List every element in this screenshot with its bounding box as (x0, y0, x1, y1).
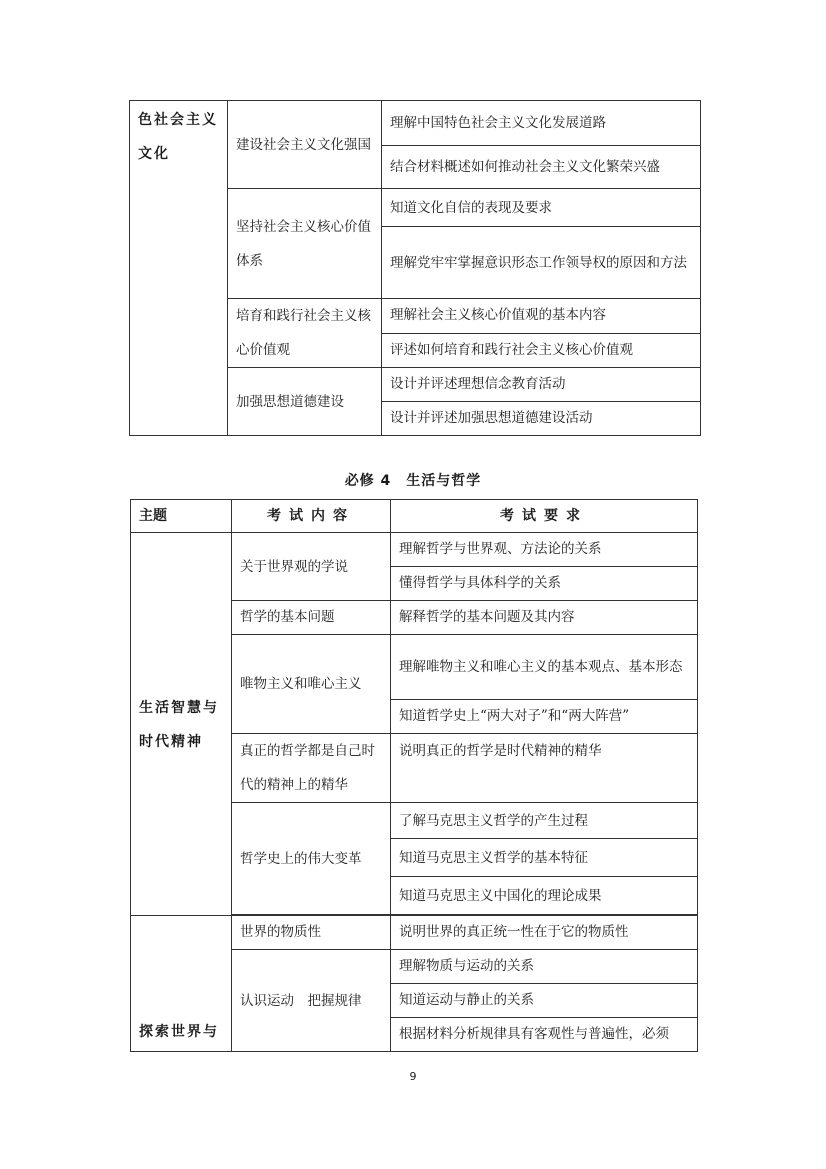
requirement-cell: 知道文化自信的表现及要求 (382, 189, 701, 227)
theme-cell: 探索世界与 (131, 916, 232, 1052)
requirement-cell: 理解中国特色社会主义文化发展道路 (382, 101, 701, 146)
topic-cell: 关于世界观的学说 (232, 533, 391, 601)
topic-cell: 建设社会主义文化强国 (228, 101, 382, 189)
requirement-cell: 理解物质与运动的关系 (391, 950, 698, 984)
requirement-cell: 说明世界的真正统一性在于它的物质性 (391, 916, 698, 950)
requirement-cell: 理解唯物主义和唯心主义的基本观点、基本形态 (391, 635, 698, 700)
theme-cell: 色社会主义文化 (130, 101, 228, 436)
requirement-cell: 知道运动与静止的关系 (391, 984, 698, 1018)
topic-cell: 唯物主义和唯心主义 (232, 635, 391, 734)
requirement-cell: 结合材料概述如何推动社会主义文化繁荣兴盛 (382, 146, 701, 189)
requirement-cell: 了解马克思主义哲学的产生过程 (391, 803, 698, 839)
header-requirement: 考试要求 (391, 500, 698, 533)
header-theme: 主题 (131, 500, 232, 533)
section-title: 必修 4 生活与哲学 (344, 473, 482, 489)
topic-cell: 认识运动 把握规律 (232, 950, 391, 1052)
requirement-cell: 理解社会主义核心价值观的基本内容 (382, 299, 701, 334)
topic-cell: 加强思想道德建设 (228, 368, 382, 436)
page-number: 9 (409, 1070, 417, 1083)
requirement-cell: 懂得哲学与具体科学的关系 (391, 567, 698, 601)
topic-cell: 真正的哲学都是自己时代的精神上的精华 (232, 734, 391, 803)
requirement-cell: 设计并评述理想信念教育活动 (382, 368, 701, 402)
topic-cell: 坚持社会主义核心价值体系 (228, 189, 382, 299)
requirement-cell: 理解党牢牢掌握意识形态工作领导权的原因和方法 (382, 227, 701, 299)
requirement-cell: 设计并评述加强思想道德建设活动 (382, 402, 701, 436)
curriculum-table-continued (129, 100, 701, 436)
requirement-cell: 知道马克思主义中国化的理论成果 (391, 877, 698, 915)
topic-cell: 哲学史上的伟大变革 (232, 803, 391, 915)
requirement-cell: 根据材料分析规律具有客观性与普遍性，必须 (391, 1018, 698, 1052)
topic-cell: 哲学的基本问题 (232, 601, 391, 635)
header-content: 考试内容 (232, 500, 391, 533)
requirement-cell: 理解哲学与世界观、方法论的关系 (391, 533, 698, 567)
curriculum-table-philosophy (130, 499, 698, 1052)
topic-cell: 培育和践行社会主义核心价值观 (228, 299, 382, 368)
topic-cell: 世界的物质性 (232, 916, 391, 950)
theme-cell: 生活智慧与时代精神 (131, 533, 232, 916)
requirement-cell: 知道哲学史上“两大对子”和“两大阵营” (391, 700, 698, 734)
requirement-cell: 知道马克思主义哲学的基本特征 (391, 839, 698, 877)
requirement-cell: 说明真正的哲学是时代精神的精华 (391, 734, 698, 803)
requirement-cell: 解释哲学的基本问题及其内容 (391, 601, 698, 635)
requirement-cell: 评述如何培育和践行社会主义核心价值观 (382, 333, 701, 368)
